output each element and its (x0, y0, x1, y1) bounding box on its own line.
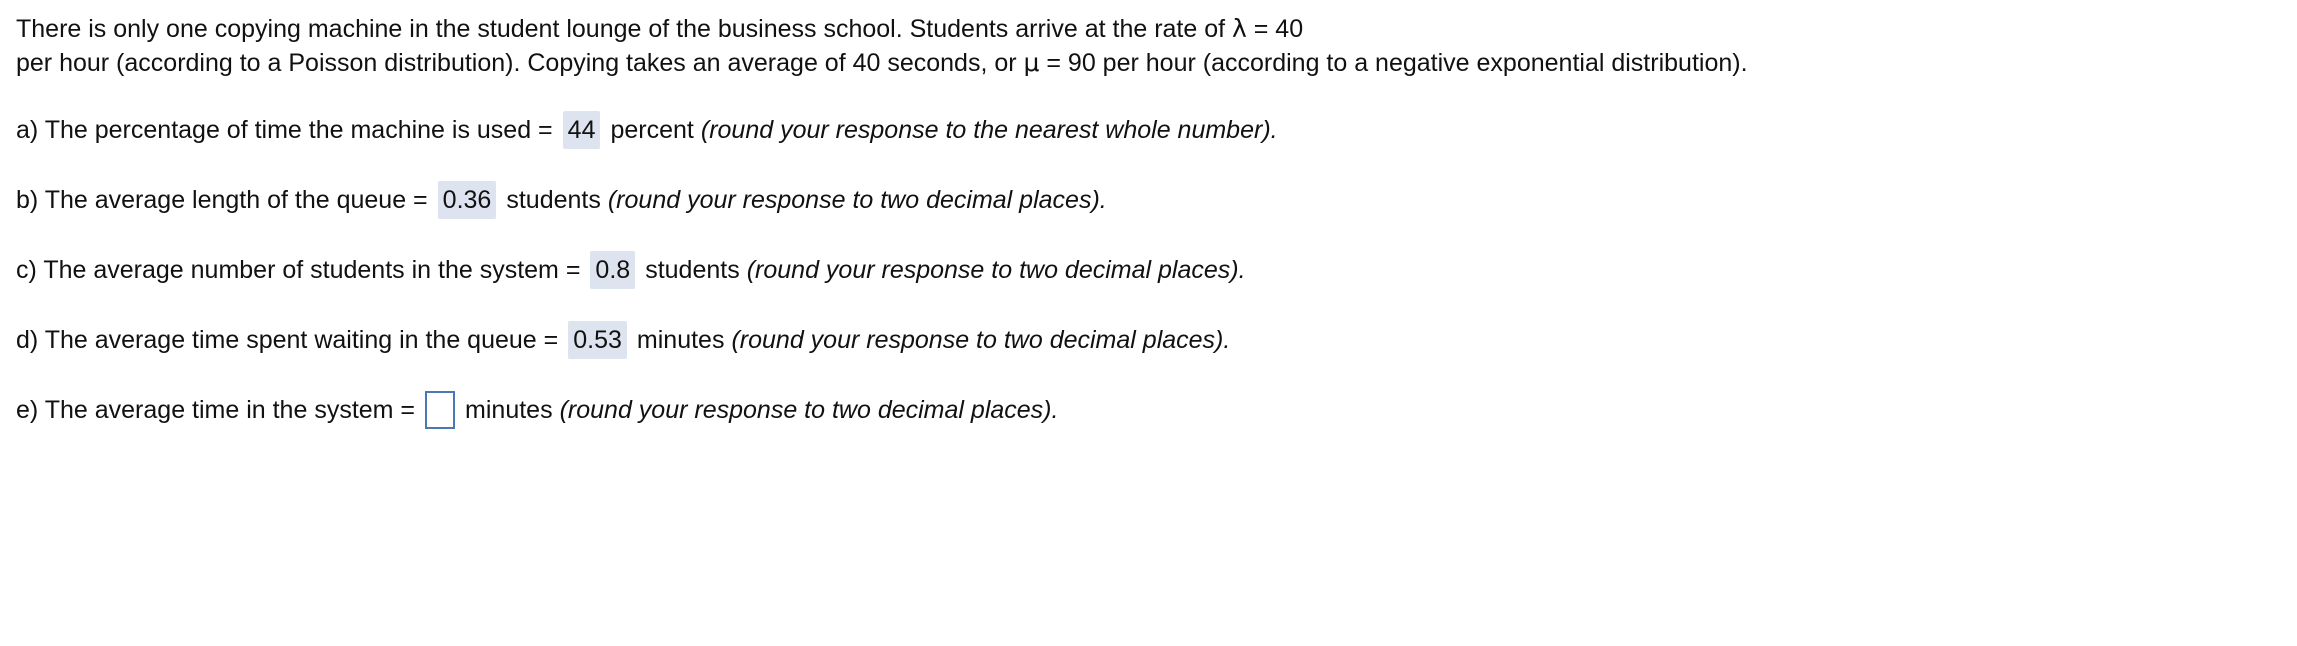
service-rate-value: = 90 per hour (according to a negative exponential distribution). (1039, 49, 1748, 77)
rounding-hint: (round your response to two decimal places). (607, 185, 1107, 214)
problem-line-1 (16, 12, 1748, 46)
rounding-hint: (round your response to two decimal places). (731, 325, 1231, 354)
question-d (16, 320, 1230, 360)
problem-text: There is only one copying machine in the student lounge of the business school. Students arrive at the rate of (16, 15, 1233, 43)
question-b (16, 180, 1107, 220)
unit-label: students (645, 255, 740, 284)
question-a (16, 110, 1278, 150)
problem-statement (16, 12, 1748, 80)
question-label: d) The average time spent waiting in the queue = (16, 325, 559, 354)
rounding-hint: (round your response to two decimal places). (746, 255, 1246, 284)
question-label: c) The average number of students in the system = (16, 255, 581, 284)
lambda-symbol: λ (1232, 14, 1247, 43)
unit-label: percent (610, 115, 694, 144)
answer-field-a[interactable]: 44 (563, 111, 601, 149)
answer-field-d[interactable]: 0.53 (568, 321, 627, 359)
mu-symbol: μ (1023, 48, 1040, 77)
answer-field-b[interactable]: 0.36 (438, 181, 497, 219)
question-label: b) The average length of the queue = (16, 185, 428, 214)
answer-field-c[interactable]: 0.8 (590, 251, 635, 289)
question-label: e) The average time in the system = (16, 395, 416, 424)
rounding-hint: (round your response to two decimal places). (559, 395, 1059, 424)
problem-text: per hour (according to a Poisson distribution). Copying takes an average of 40 seconds, or (16, 49, 1024, 77)
question-c (16, 250, 1246, 290)
unit-label: minutes (465, 395, 553, 424)
question-label: a) The percentage of time the machine is used = (16, 115, 553, 144)
problem-line-2 (16, 46, 1748, 80)
unit-label: students (506, 185, 601, 214)
unit-label: minutes (636, 325, 725, 354)
arrival-rate-value: = 40 (1246, 15, 1304, 43)
answer-input-e[interactable] (425, 391, 455, 429)
question-e (16, 390, 1058, 430)
rounding-hint: (round your response to the nearest whole number). (700, 115, 1278, 144)
